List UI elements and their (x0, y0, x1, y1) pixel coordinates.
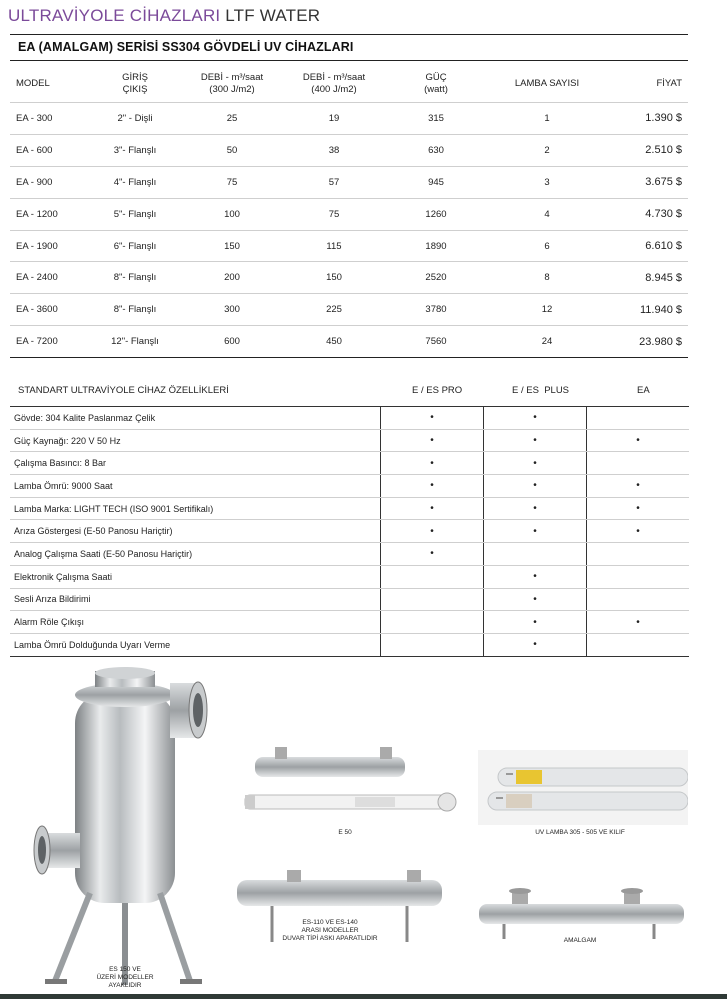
table-cell: 300 (181, 294, 283, 326)
table-cell: 3 (487, 166, 607, 198)
models-col-header (385, 66, 487, 103)
feature-mark (587, 543, 690, 566)
table-cell: 600 (181, 326, 283, 358)
feature-row (10, 452, 689, 475)
feature-mark: • (484, 633, 587, 656)
models-col-header-line: (400 J/m2) (311, 84, 357, 95)
table-cell: 2" - Dişli (89, 103, 181, 135)
feature-row (10, 407, 689, 430)
table-cell: 3"- Flanşlı (89, 134, 181, 166)
table-cell: 4"- Flanşlı (89, 166, 181, 198)
header-title-dark: LTF WATER (225, 6, 321, 25)
feature-mark: • (484, 520, 587, 543)
table-cell: 75 (283, 198, 385, 230)
feature-row (10, 588, 689, 611)
table-cell: 11.940 $ (607, 294, 688, 326)
table-cell: 2520 (385, 262, 487, 294)
table-cell: 23.980 $ (607, 326, 688, 358)
table-cell: 450 (283, 326, 385, 358)
feature-mark (587, 633, 690, 656)
table-cell: EA - 3600 (10, 294, 89, 326)
models-col-header-line: DEBİ - m³/saat (200, 72, 264, 83)
table-cell: 4.730 $ (607, 198, 688, 230)
table-cell: 100 (181, 198, 283, 230)
feature-mark (484, 543, 587, 566)
table-cell: EA - 2400 (10, 262, 89, 294)
table-cell: EA - 300 (10, 103, 89, 135)
feature-label: Gövde: 304 Kalite Paslanmaz Çelik (10, 407, 381, 430)
table-cell: 57 (283, 166, 385, 198)
feature-mark: • (381, 429, 484, 452)
feature-mark: • (484, 452, 587, 475)
es150-standing-unit-image (20, 663, 225, 993)
table-cell: 75 (181, 166, 283, 198)
table-cell: EA - 900 (10, 166, 89, 198)
models-col-header-line: LAMBA SAYISI (514, 78, 580, 89)
table-cell: 8 (487, 262, 607, 294)
feature-label: Çalışma Basıncı: 8 Bar (10, 452, 381, 475)
feature-label: Güç Kaynağı: 220 V 50 Hz (10, 429, 381, 452)
feature-mark: • (381, 407, 484, 430)
table-cell: 1.390 $ (607, 103, 688, 135)
feature-mark (587, 407, 690, 430)
table-cell: 2.510 $ (607, 134, 688, 166)
bottom-bar (0, 994, 727, 999)
feature-mark: • (381, 475, 484, 498)
feature-mark (587, 588, 690, 611)
table-cell: 19 (283, 103, 385, 135)
table-cell: 5"- Flanşlı (89, 198, 181, 230)
table-cell: 150 (283, 262, 385, 294)
models-col-header-line: DEBİ - m³/saat (302, 72, 366, 83)
models-col-header (283, 66, 385, 103)
table-cell: 50 (181, 134, 283, 166)
features-table-header (10, 384, 688, 406)
page-header (8, 6, 320, 26)
feature-mark: • (587, 475, 690, 498)
col-header-e-es-plus: E / ES PLUS (512, 385, 570, 396)
e50-unit-image (235, 745, 460, 830)
feature-mark: • (484, 588, 587, 611)
table-cell: EA - 7200 (10, 326, 89, 358)
feature-mark: • (381, 497, 484, 520)
feature-mark (587, 452, 690, 475)
caption-es150 (90, 966, 160, 990)
models-col-header (487, 66, 607, 103)
feature-row (10, 633, 689, 656)
feature-mark: • (587, 497, 690, 520)
feature-row (10, 429, 689, 452)
feature-mark: • (381, 520, 484, 543)
caption-lamp: UV LAMBA 305 - 505 VE KILIF (535, 829, 625, 836)
table-cell: 12 (487, 294, 607, 326)
caption-es110-line2: ARASI MODELLER (301, 927, 359, 934)
table-cell: 630 (385, 134, 487, 166)
feature-label: Lamba Marka: LIGHT TECH (ISO 9001 Sertifikalı) (10, 497, 381, 520)
table-cell: 24 (487, 326, 607, 358)
models-col-header-line: GİRİŞ (122, 72, 148, 83)
col-header-ea: EA (637, 385, 650, 396)
table-row (10, 103, 688, 135)
table-row (10, 198, 688, 230)
models-col-header-line: (watt) (424, 84, 448, 95)
table-row (10, 134, 688, 166)
features-table-title: STANDART ULTRAVİYOLE CİHAZ ÖZELLİKLERİ (18, 385, 229, 396)
feature-label: Arıza Göstergesi (E-50 Panosu Hariçtir) (10, 520, 381, 543)
table-cell: 6.610 $ (607, 230, 688, 262)
feature-mark: • (484, 611, 587, 634)
feature-label: Sesli Arıza Bildirimi (10, 588, 381, 611)
models-table (10, 66, 688, 358)
feature-mark (587, 565, 690, 588)
caption-es110-line1: ES-110 VE ES-140 (302, 919, 358, 926)
table-cell: 12"- Flanşlı (89, 326, 181, 358)
models-col-header (607, 66, 688, 103)
table-cell: EA - 600 (10, 134, 89, 166)
table-cell: 1 (487, 103, 607, 135)
table-cell: 315 (385, 103, 487, 135)
models-col-header-line: (300 J/m2) (209, 84, 255, 95)
table-cell: 1260 (385, 198, 487, 230)
feature-label: Lamba Ömrü: 9000 Saat (10, 475, 381, 498)
caption-es150-line2: ÜZERİ MODELLER (96, 974, 154, 981)
table-cell: 150 (181, 230, 283, 262)
caption-amalgam: AMALGAM (563, 937, 597, 944)
table-cell: 115 (283, 230, 385, 262)
feature-label: Elektronik Çalışma Saati (10, 565, 381, 588)
feature-row (10, 520, 689, 543)
feature-row (10, 543, 689, 566)
table-cell: 945 (385, 166, 487, 198)
table-cell: 7560 (385, 326, 487, 358)
feature-mark: • (484, 429, 587, 452)
table-row (10, 326, 688, 358)
table-cell: 6 (487, 230, 607, 262)
models-col-header (10, 66, 89, 103)
table-cell: 8.945 $ (607, 262, 688, 294)
feature-mark (381, 633, 484, 656)
feature-mark: • (484, 497, 587, 520)
models-col-header-line: GÜÇ (425, 72, 447, 83)
feature-row (10, 611, 689, 634)
feature-mark: • (484, 475, 587, 498)
feature-mark (381, 611, 484, 634)
table-row (10, 230, 688, 262)
caption-e50: E 50 (338, 829, 352, 836)
feature-row (10, 475, 689, 498)
feature-label: Analog Çalışma Saati (E-50 Panosu Hariçtir) (10, 543, 381, 566)
models-col-header-line: MODEL (16, 78, 50, 89)
caption-es110-line3: DUVAR TİPİ ASKI APARATLIDIR (282, 935, 378, 942)
header-title-purple: ULTRAVİYOLE CİHAZLARI (8, 6, 221, 25)
table-cell: 25 (181, 103, 283, 135)
table-cell: 225 (283, 294, 385, 326)
table-cell: 200 (181, 262, 283, 294)
feature-mark (381, 588, 484, 611)
table-cell: 4 (487, 198, 607, 230)
table-cell: 1890 (385, 230, 487, 262)
feature-mark (381, 565, 484, 588)
caption-es150-line3: AYAKLIDIR (108, 982, 142, 989)
table-row (10, 262, 688, 294)
features-table (10, 406, 689, 657)
table-cell: EA - 1200 (10, 198, 89, 230)
table-cell: 6"- Flanşlı (89, 230, 181, 262)
section-divider (10, 60, 688, 61)
section-title: EA (AMALGAM) SERİSİ SS304 GÖVDELİ UV CİHAZLARI (18, 40, 354, 54)
table-row (10, 294, 688, 326)
table-row (10, 166, 688, 198)
caption-es150-line1: ES 150 VE (109, 966, 141, 973)
models-col-header-line: FİYAT (656, 78, 682, 89)
feature-label: Lamba Ömrü Dolduğunda Uyarı Verme (10, 633, 381, 656)
amalgam-unit-image (474, 886, 689, 941)
models-col-header (89, 66, 181, 103)
caption-es110 (270, 919, 390, 943)
feature-mark: • (587, 429, 690, 452)
feature-mark: • (484, 407, 587, 430)
table-cell: 8"- Flanşlı (89, 294, 181, 326)
feature-row (10, 565, 689, 588)
feature-mark: • (484, 565, 587, 588)
feature-mark: • (381, 543, 484, 566)
header-divider (10, 34, 688, 35)
feature-mark: • (587, 611, 690, 634)
models-col-header (181, 66, 283, 103)
col-header-e-es-pro: E / ES PRO (412, 385, 463, 396)
feature-row (10, 497, 689, 520)
table-cell: 3780 (385, 294, 487, 326)
models-col-header-line: ÇIKIŞ (122, 84, 148, 95)
table-cell: EA - 1900 (10, 230, 89, 262)
feature-mark: • (587, 520, 690, 543)
feature-mark: • (381, 452, 484, 475)
feature-label: Alarm Röle Çıkışı (10, 611, 381, 634)
table-cell: 2 (487, 134, 607, 166)
table-cell: 38 (283, 134, 385, 166)
table-cell: 8"- Flanşlı (89, 262, 181, 294)
uv-lamp-image (478, 750, 688, 825)
table-cell: 3.675 $ (607, 166, 688, 198)
